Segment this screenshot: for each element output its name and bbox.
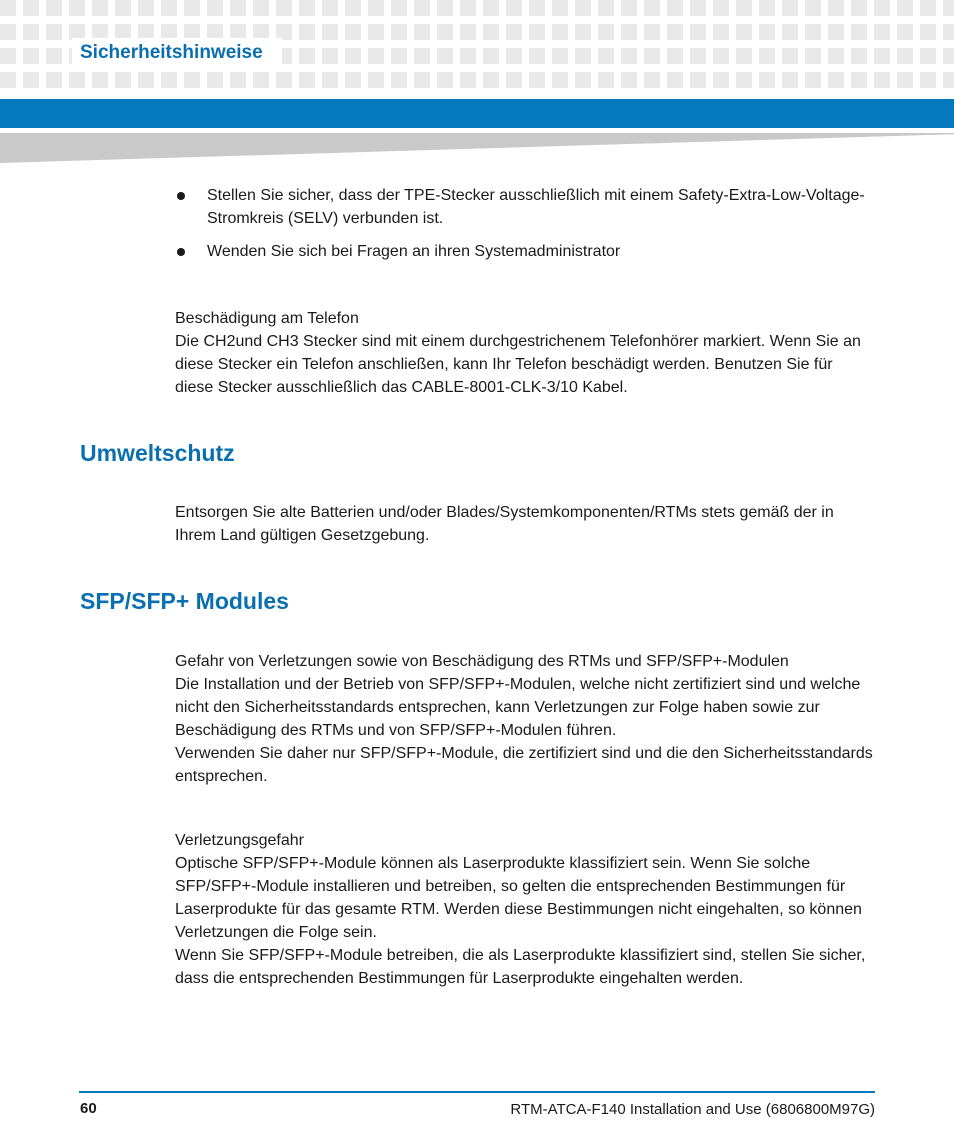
- bullet-icon: [177, 192, 185, 200]
- sfp-heading: SFP/SFP+ Modules: [80, 588, 289, 614]
- sfp-warning1-body2: Verwenden Sie daher nur SFP/SFP+-Module, die zertifiziert sind und die den Sicherheitsstandards entsprechen.: [175, 745, 873, 785]
- umweltschutz-body: Entsorgen Sie alte Batterien und/oder Blades/Systemkomponenten/RTMs stets gemäß der in Ihrem Land gültigen Gesetzgebung.: [175, 504, 834, 544]
- sfp-warning1-title: Gefahr von Verletzungen sowie von Beschädigung des RTMs und SFP/SFP+-Modulen: [175, 653, 789, 670]
- list-item: [175, 184, 875, 230]
- document-title: RTM-ATCA-F140 Installation and Use (6806800M97G): [510, 1101, 875, 1118]
- header-blue-bar: [0, 99, 954, 128]
- header-gray-wedge: [0, 133, 954, 163]
- telefon-warning: [175, 307, 875, 399]
- bullet-text: Wenden Sie sich bei Fragen an ihren Systemadministrator: [207, 243, 621, 260]
- umweltschutz-heading: Umweltschutz: [80, 440, 235, 466]
- safety-notes-block: [175, 184, 875, 273]
- header-section-title: Sicherheitshinweise: [80, 42, 263, 63]
- bullet-text: Stellen Sie sicher, dass der TPE-Stecker ausschließlich mit einem Safety-Extra-Low-Voltage-Stromkreis (SELV) verbunden ist.: [207, 187, 865, 227]
- footer-divider: [79, 1091, 875, 1093]
- sfp-warning-injury-damage: [175, 650, 875, 788]
- umweltschutz-body-block: [175, 501, 875, 547]
- bullet-list: [175, 184, 875, 263]
- sfp-warning2-body1: Optische SFP/SFP+-Module können als Laserprodukte klassifiziert sein. Wenn Sie solche SFP/SFP+-Module installieren und betreiben, so gelten die entsprechenden Bestimmungen für Laserprodukte für das gesamte RTM. Werden diese Bestimmungen nicht eingehalten, so können Verletzungen die Folge sein.: [175, 855, 862, 941]
- bullet-icon: [177, 248, 185, 256]
- telefon-warning-body: Die CH2und CH3 Stecker sind mit einem durchgestrichenem Telefonhörer markiert. Wenn Sie an diese Stecker ein Telefon anschließen, kann Ihr Telefon beschädigt werden. Benutzen Sie für diese Stecker ausschließlich das CABLE-8001-CLK-3/10 Kabel.: [175, 333, 861, 396]
- sfp-warning1-body1: Die Installation und der Betrieb von SFP/SFP+-Modulen, welche nicht zertifiziert sind und welche nicht den Sicherheitsstandards entsprechen, kann Verletzungen zur Folge haben sowie zur Beschädigung des RTMs und von SFP/SFP+-Modulen führen.: [175, 676, 861, 739]
- page-number: 60: [80, 1100, 97, 1117]
- list-item: [175, 240, 875, 263]
- sfp-warning2-title: Verletzungsgefahr: [175, 832, 304, 849]
- telefon-warning-title: Beschädigung am Telefon: [175, 310, 359, 327]
- sfp-warning2-body2: Wenn Sie SFP/SFP+-Module betreiben, die als Laserprodukte klassifiziert sind, stellen Sie sicher, dass die entsprechenden Bestimmungen für Laserprodukte eingehalten werden.: [175, 947, 866, 987]
- sfp-warning-injury: [175, 829, 875, 990]
